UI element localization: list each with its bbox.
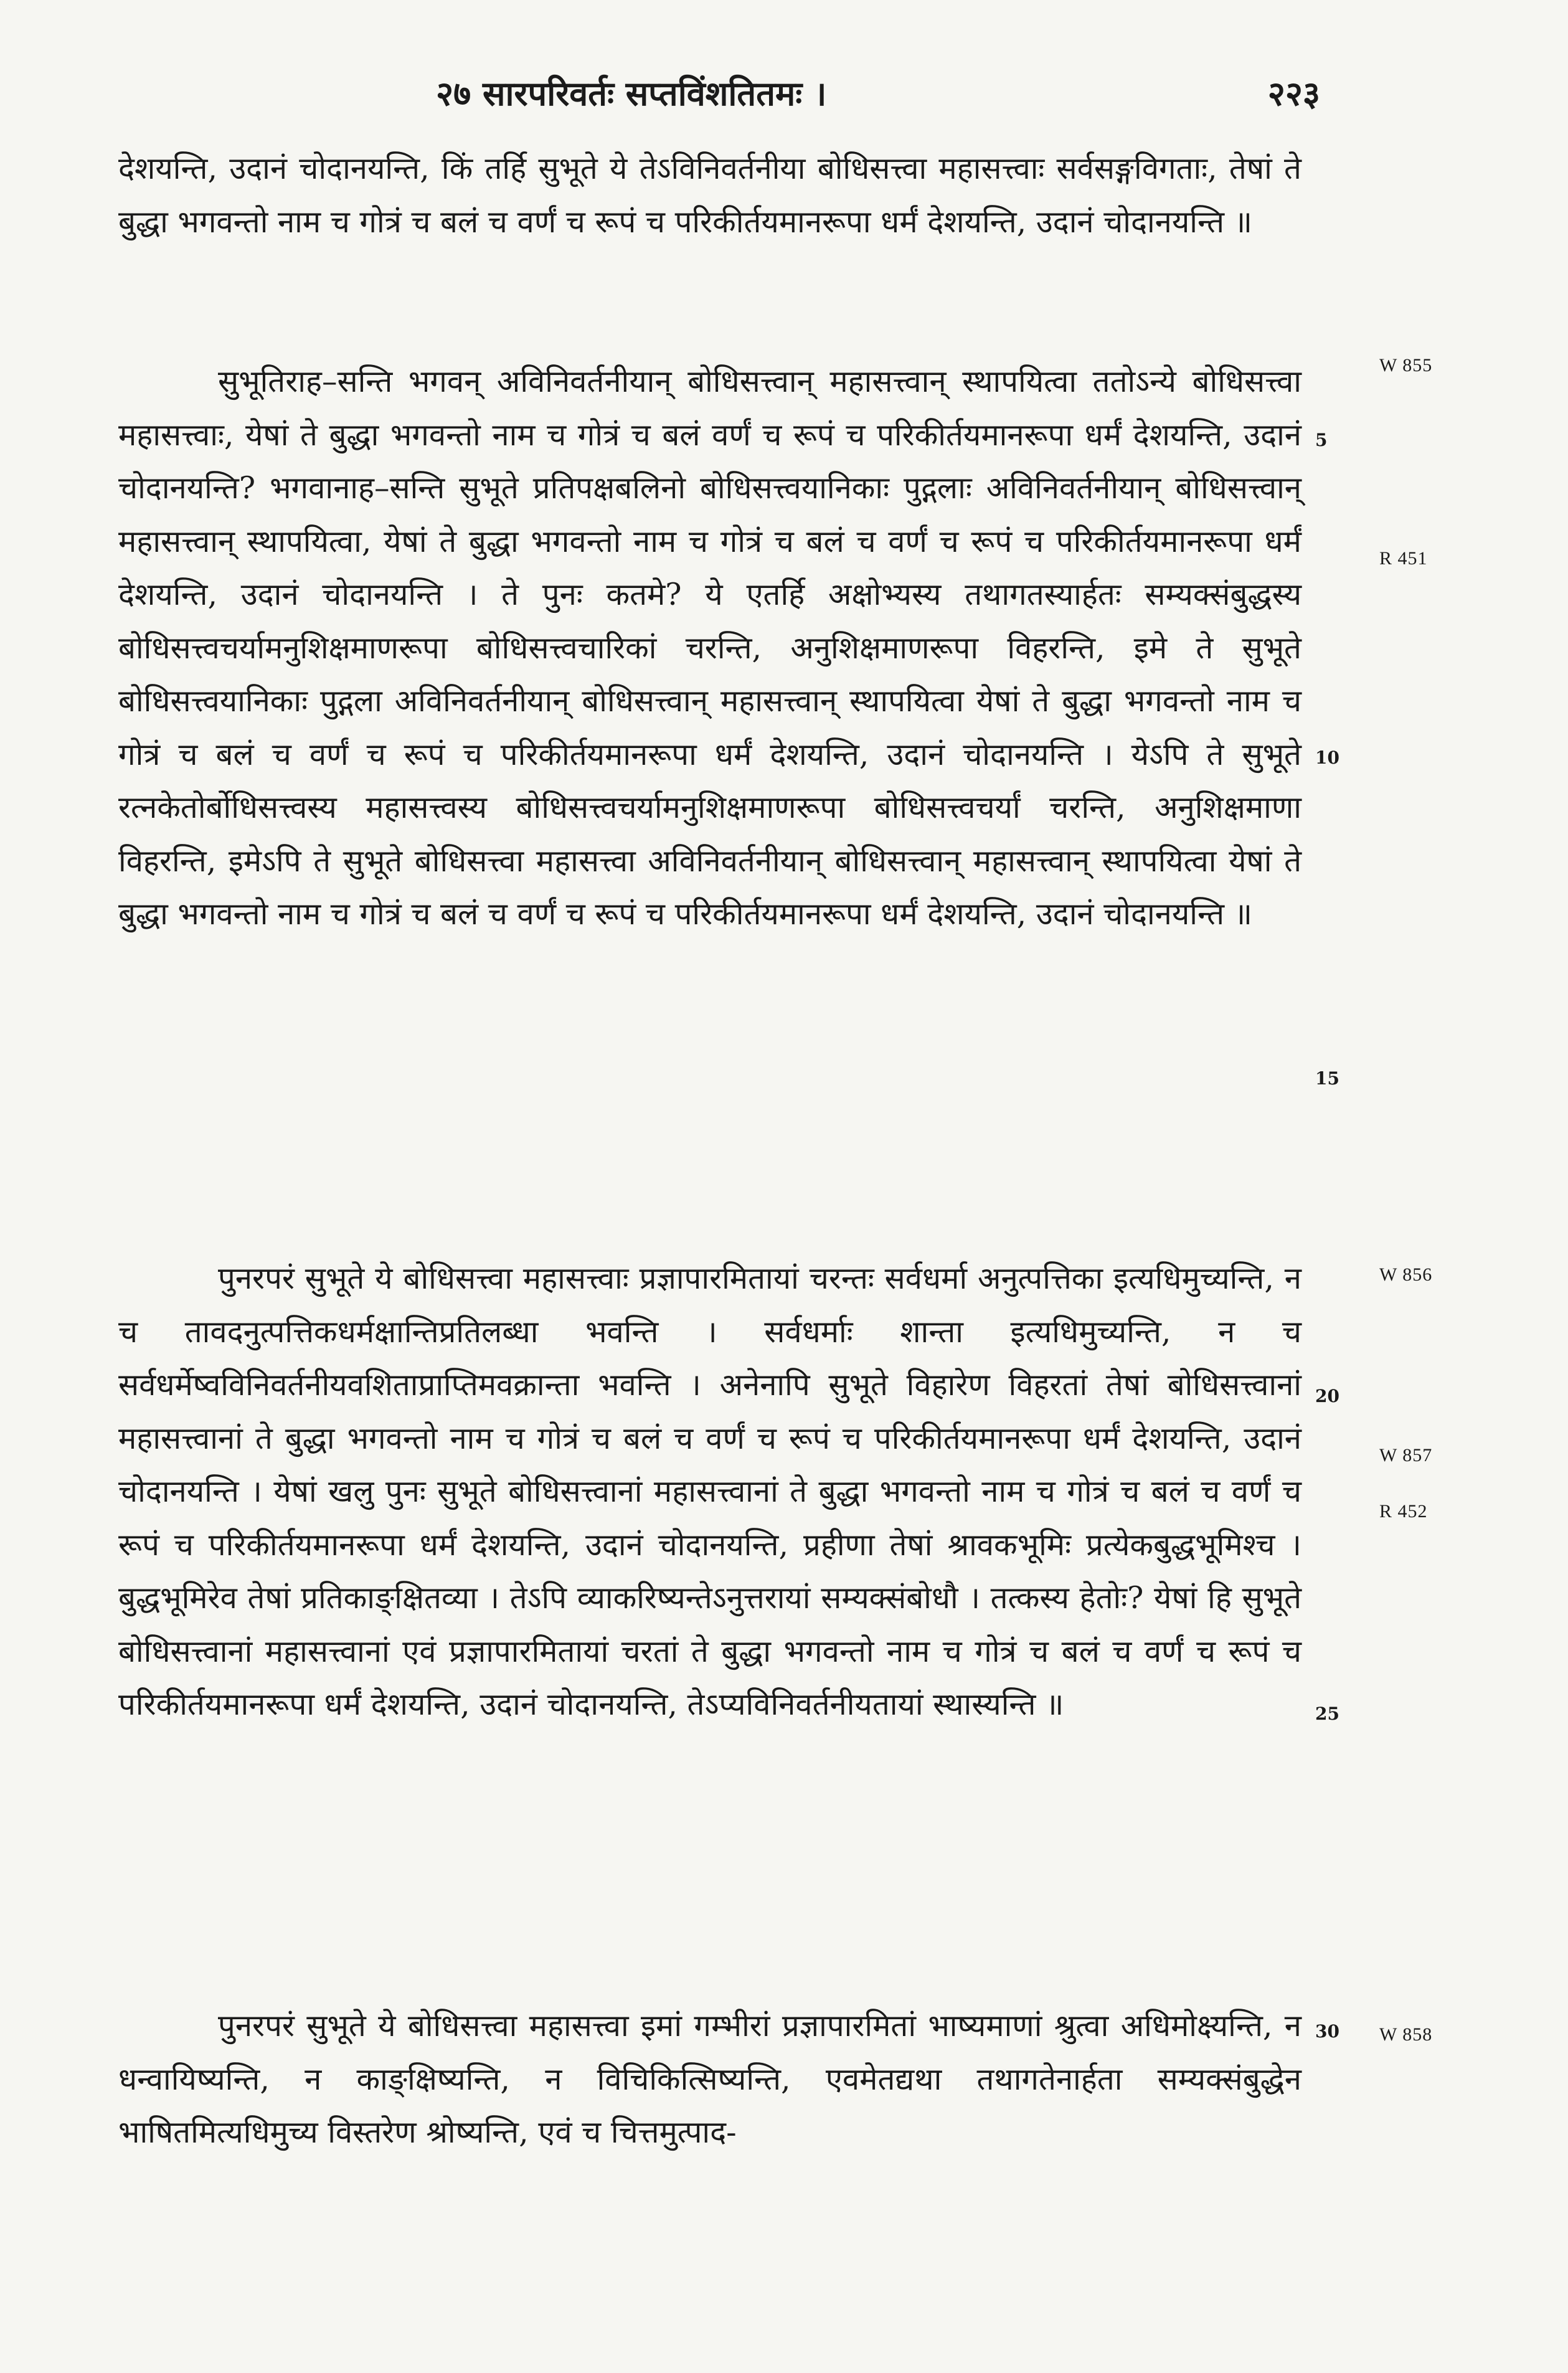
- line-number: 25: [1315, 1703, 1339, 1724]
- line-number: 30: [1315, 2021, 1339, 2042]
- margin-reference: W 858: [1379, 2024, 1433, 2045]
- line-number: 5: [1315, 430, 1328, 450]
- paragraph-text: देशयन्ति, उदानं चोदानयन्ति, किं तर्हि सुभूते ये तेऽविनिवर्तनीया बोधिसत्त्वा महासत्त्वाः सर्वसङ्गविगताः, तेषां ते बुद्धा भगवन्तो नाम च गोत्रं च बलं च वर्णं च रूपं च परिकीर्तयमानरूपा धर्मं देशयन्ति, उदानं चोदानयन्ति ॥: [118, 151, 1301, 240]
- margin-reference: W 855: [1379, 355, 1433, 376]
- paragraph-text: सुभूतिराह–सन्ति भगवन् अविनिवर्तनीयान् बोधिसत्त्वान् महासत्त्वान् स्थापयित्वा ततोऽन्ये बोधिसत्त्वा महासत्त्वाः, येषां ते बुद्धा भगवन्तो नाम च गोत्रं च बलं वर्णं च रूपं च परिकीर्तयमानरूपा धर्मं देशयन्ति, उदानं चोदानयन्ति? भगवानाह–सन्ति सुभूते प्रतिपक्षबलिनो बोधिसत्त्वयानिकाः पुद्गलाः अविनिवर्तनीयान् बोधिसत्त्वान् महासत्त्वान् स्थापयित्वा, येषां ते बुद्धा भगवन्तो नाम च गोत्रं च बलं च वर्णं च रूपं च परिकीर्तयमानरूपा धर्मं देशयन्ति, उदानं चोदानयन्ति । ते पुनः कतमे? ये एतर्हि अक्षोभ्यस्य तथागतस्यार्हतः सम्यक्संबुद्धस्य बोधिसत्त्वचर्यामनुशिक्षमाणरूपा बोधिसत्त्वचारिकां चरन्ति, अनुशिक्षमाणरूपा विहरन्ति, इमे ते सुभूते बोधिसत्त्वयानिकाः पुद्गला अविनिवर्तनीयान् बोधिसत्त्वान् महासत्त्वान् स्थापयित्वा येषां ते बुद्धा भगवन्तो नाम च गोत्रं च बलं च वर्णं च रूपं च परिकीर्तयमानरूपा धर्मं देशयन्ति, उदानं चोदानयन्ति । येऽपि ते सुभूते रत्नकेतोर्बोधिसत्त्वस्य महासत्त्वस्य बोधिसत्त्वचर्यामनुशिक्षमाणरूपा बोधिसत्त्वचर्यां चरन्ति, अनुशिक्षमाणा विहरन्ति, इमेऽपि ते सुभूते बोधिसत्त्वा महासत्त्वा अविनिवर्तनीयान् बोधिसत्त्वान् महासत्त्वान् स्थापयित्वा येषां ते बुद्धा भगवन्तो नाम च गोत्रं च बलं च वर्णं च रूपं च परिकीर्तयमानरूपा धर्मं देशयन्ति, उदानं चोदानयन्ति ॥: [118, 364, 1301, 932]
- paragraph-3: [118, 1252, 1301, 1731]
- margin-reference: W 857: [1379, 1445, 1433, 1466]
- line-number: 15: [1315, 1068, 1339, 1089]
- paragraph-text: पुनरपरं सुभूते ये बोधिसत्त्वा महासत्त्वा इमां गम्भीरां प्रज्ञापारमितां भाष्यमाणां श्रुत्वा अधिमोक्ष्यन्ति, न धन्वायिष्यन्ति, न काङ्क्षिष्यन्ति, न विचिकित्सिष्यन्ति, एवमेतद्यथा तथागतेनार्हता सम्यक्संबुद्धेन भाषितमित्यधिमुच्य विस्तरेण श्रोष्यन्ति, एवं च चित्तमुत्पाद-: [118, 2008, 1301, 2150]
- margin-reference: R 451: [1379, 548, 1428, 569]
- paragraph-1: [118, 142, 1301, 249]
- paragraph-text: पुनरपरं सुभूते ये बोधिसत्त्वा महासत्त्वाः प्रज्ञापारमितायां चरन्तः सर्वधर्मा अनुत्पत्तिका इत्यधिमुच्यन्ति, न च तावदनुत्पत्तिकधर्मक्षान्तिप्रतिलब्धा भवन्ति । सर्वधर्माः शान्ता इत्यधिमुच्यन्ति, न च सर्वधर्मेष्वविनिवर्तनीयवशिताप्राप्तिमवक्रान्ता भवन्ति । अनेनापि सुभूते विहारेण विहरतां तेषां बोधिसत्त्वानां महासत्त्वानां ते बुद्धा भगवन्तो नाम च गोत्रं च बलं च वर्णं च रूपं च परिकीर्तयमानरूपा धर्मं देशयन्ति, उदानं चोदानयन्ति । येषां खलु पुनः सुभूते बोधिसत्त्वानां महासत्त्वानां ते बुद्धा भगवन्तो नाम च गोत्रं च बलं च वर्णं च रूपं च परिकीर्तयमानरूपा धर्मं देशयन्ति, उदानं चोदानयन्ति, प्रहीणा तेषां श्रावकभूमिः प्रत्येकबुद्धभूमिश्च । बुद्धभूमिरेव तेषां प्रतिकाङ्क्षितव्या । तेऽपि व्याकरिष्यन्तेऽनुत्तरायां सम्यक्संबोधौ । तत्कस्य हेतोः? येषां हि सुभूते बोधिसत्त्वानां महासत्त्वानां एवं प्रज्ञापारमितायां चरतां ते बुद्धा भगवन्तो नाम च गोत्रं च बलं च वर्णं च रूपं च परिकीर्तयमानरूपा धर्मं देशयन्ति, उदानं चोदानयन्ति, तेऽप्यविनिवर्तनीयतायां स्थास्यन्ति ॥: [118, 1261, 1301, 1722]
- running-title: २७ सारपरिवर्तः सप्तविंशतितमः ।: [436, 73, 827, 113]
- paragraph-4: [118, 1999, 1301, 2159]
- margin-reference: R 452: [1379, 1501, 1428, 1522]
- line-number: 20: [1315, 1386, 1339, 1406]
- paragraph-2: [118, 355, 1301, 941]
- page-header: [436, 69, 1320, 118]
- margin-reference: W 856: [1379, 1264, 1433, 1285]
- line-number: 10: [1315, 747, 1339, 768]
- page-number: २२३: [1267, 73, 1320, 113]
